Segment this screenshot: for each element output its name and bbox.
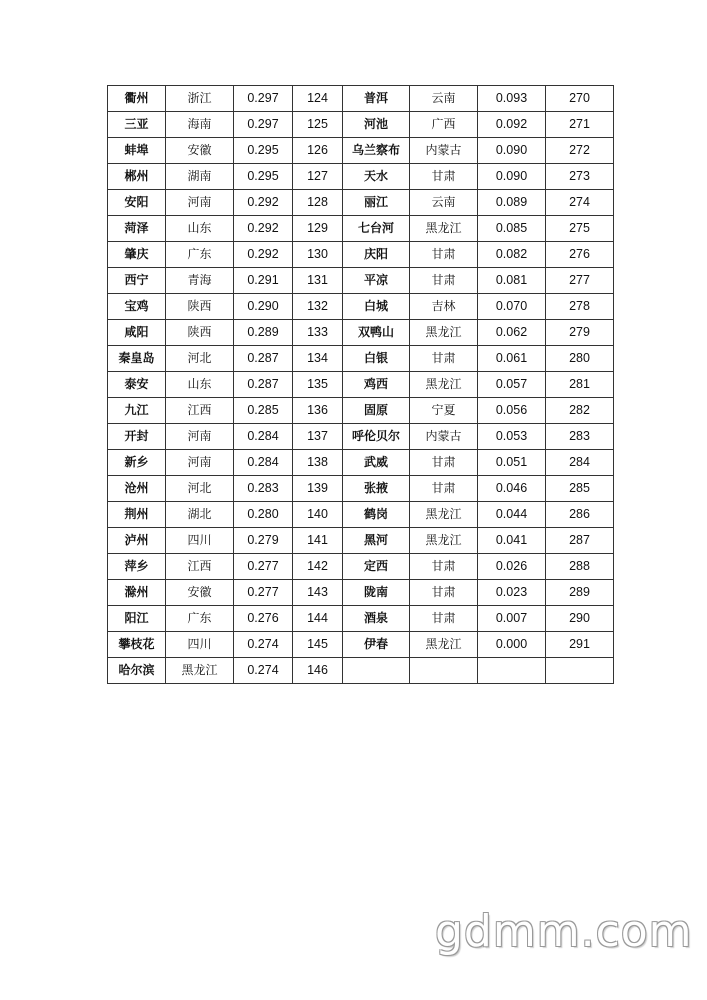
right-rank-cell: 273	[546, 164, 614, 190]
right-rank-cell: 290	[546, 606, 614, 632]
left-score-cell: 0.297	[234, 112, 293, 138]
table-row	[108, 502, 614, 528]
left-city-cell: 秦皇岛	[108, 346, 166, 372]
table-row	[108, 294, 614, 320]
right-province-cell: 黑龙江	[410, 372, 478, 398]
left-city-cell: 菏泽	[108, 216, 166, 242]
right-city-cell: 平凉	[343, 268, 410, 294]
right-city-cell: 天水	[343, 164, 410, 190]
left-province-cell: 河南	[166, 190, 234, 216]
table-row	[108, 450, 614, 476]
left-city-cell: 阳江	[108, 606, 166, 632]
left-province-cell: 江西	[166, 554, 234, 580]
right-city-cell	[343, 658, 410, 684]
left-score-cell: 0.295	[234, 138, 293, 164]
right-score-cell: 0.090	[478, 138, 546, 164]
right-score-cell: 0.089	[478, 190, 546, 216]
left-rank-cell: 135	[293, 372, 343, 398]
right-province-cell: 甘肃	[410, 606, 478, 632]
table-row	[108, 528, 614, 554]
right-rank-cell: 275	[546, 216, 614, 242]
left-rank-cell: 126	[293, 138, 343, 164]
right-province-cell: 黑龙江	[410, 502, 478, 528]
left-province-cell: 山东	[166, 372, 234, 398]
right-score-cell: 0.053	[478, 424, 546, 450]
left-province-cell: 四川	[166, 632, 234, 658]
right-score-cell: 0.070	[478, 294, 546, 320]
right-rank-cell: 274	[546, 190, 614, 216]
left-province-cell: 陕西	[166, 294, 234, 320]
right-score-cell: 0.092	[478, 112, 546, 138]
table-row	[108, 164, 614, 190]
right-city-cell: 白银	[343, 346, 410, 372]
table-row	[108, 476, 614, 502]
right-city-cell: 张掖	[343, 476, 410, 502]
left-score-cell: 0.292	[234, 216, 293, 242]
left-province-cell: 广东	[166, 606, 234, 632]
left-score-cell: 0.276	[234, 606, 293, 632]
right-rank-cell: 281	[546, 372, 614, 398]
right-city-cell: 丽江	[343, 190, 410, 216]
left-city-cell: 宝鸡	[108, 294, 166, 320]
table-row	[108, 372, 614, 398]
left-city-cell: 咸阳	[108, 320, 166, 346]
right-province-cell: 甘肃	[410, 580, 478, 606]
right-province-cell: 甘肃	[410, 554, 478, 580]
right-province-cell: 宁夏	[410, 398, 478, 424]
left-city-cell: 萍乡	[108, 554, 166, 580]
right-province-cell: 云南	[410, 190, 478, 216]
left-rank-cell: 129	[293, 216, 343, 242]
table-row	[108, 632, 614, 658]
left-province-cell: 湖南	[166, 164, 234, 190]
table-row	[108, 658, 614, 684]
right-rank-cell: 283	[546, 424, 614, 450]
right-province-cell: 甘肃	[410, 476, 478, 502]
left-city-cell: 荆州	[108, 502, 166, 528]
left-city-cell: 安阳	[108, 190, 166, 216]
right-city-cell: 伊春	[343, 632, 410, 658]
right-province-cell: 甘肃	[410, 268, 478, 294]
left-rank-cell: 138	[293, 450, 343, 476]
right-province-cell: 广西	[410, 112, 478, 138]
left-score-cell: 0.295	[234, 164, 293, 190]
site-watermark: gdmm.com	[435, 906, 693, 957]
right-city-cell: 陇南	[343, 580, 410, 606]
left-province-cell: 河南	[166, 450, 234, 476]
left-city-cell: 滁州	[108, 580, 166, 606]
left-score-cell: 0.274	[234, 632, 293, 658]
right-score-cell: 0.062	[478, 320, 546, 346]
right-rank-cell: 271	[546, 112, 614, 138]
table-row	[108, 268, 614, 294]
table-row	[108, 86, 614, 112]
left-rank-cell: 131	[293, 268, 343, 294]
left-score-cell: 0.285	[234, 398, 293, 424]
right-score-cell: 0.061	[478, 346, 546, 372]
right-rank-cell: 289	[546, 580, 614, 606]
right-rank-cell: 286	[546, 502, 614, 528]
right-city-cell: 黑河	[343, 528, 410, 554]
right-score-cell: 0.026	[478, 554, 546, 580]
right-rank-cell: 280	[546, 346, 614, 372]
right-city-cell: 乌兰察布	[343, 138, 410, 164]
right-score-cell: 0.082	[478, 242, 546, 268]
right-city-cell: 河池	[343, 112, 410, 138]
right-score-cell: 0.085	[478, 216, 546, 242]
right-city-cell: 武威	[343, 450, 410, 476]
left-rank-cell: 146	[293, 658, 343, 684]
right-city-cell: 定西	[343, 554, 410, 580]
right-score-cell: 0.093	[478, 86, 546, 112]
right-city-cell: 呼伦贝尔	[343, 424, 410, 450]
table-row	[108, 346, 614, 372]
left-city-cell: 三亚	[108, 112, 166, 138]
left-score-cell: 0.287	[234, 346, 293, 372]
right-city-cell: 庆阳	[343, 242, 410, 268]
left-province-cell: 安徽	[166, 580, 234, 606]
right-rank-cell: 288	[546, 554, 614, 580]
left-score-cell: 0.297	[234, 86, 293, 112]
right-province-cell: 黑龙江	[410, 632, 478, 658]
left-score-cell: 0.284	[234, 424, 293, 450]
left-city-cell: 泸州	[108, 528, 166, 554]
right-province-cell: 云南	[410, 86, 478, 112]
left-city-cell: 衢州	[108, 86, 166, 112]
table-row	[108, 424, 614, 450]
right-score-cell: 0.057	[478, 372, 546, 398]
table-row	[108, 554, 614, 580]
right-city-cell: 鸡西	[343, 372, 410, 398]
left-score-cell: 0.280	[234, 502, 293, 528]
right-score-cell: 0.090	[478, 164, 546, 190]
left-rank-cell: 130	[293, 242, 343, 268]
left-city-cell: 开封	[108, 424, 166, 450]
left-rank-cell: 132	[293, 294, 343, 320]
left-rank-cell: 139	[293, 476, 343, 502]
left-score-cell: 0.277	[234, 580, 293, 606]
left-city-cell: 新乡	[108, 450, 166, 476]
left-rank-cell: 124	[293, 86, 343, 112]
left-rank-cell: 127	[293, 164, 343, 190]
right-rank-cell: 277	[546, 268, 614, 294]
table-row	[108, 398, 614, 424]
table-row	[108, 190, 614, 216]
left-rank-cell: 140	[293, 502, 343, 528]
right-score-cell: 0.044	[478, 502, 546, 528]
right-city-cell: 双鸭山	[343, 320, 410, 346]
left-score-cell: 0.290	[234, 294, 293, 320]
right-rank-cell: 276	[546, 242, 614, 268]
table-body	[108, 86, 614, 684]
right-province-cell: 黑龙江	[410, 320, 478, 346]
left-city-cell: 肇庆	[108, 242, 166, 268]
left-rank-cell: 128	[293, 190, 343, 216]
left-score-cell: 0.279	[234, 528, 293, 554]
right-score-cell: 0.056	[478, 398, 546, 424]
left-score-cell: 0.287	[234, 372, 293, 398]
left-score-cell: 0.277	[234, 554, 293, 580]
right-city-cell: 鹤岗	[343, 502, 410, 528]
left-city-cell: 西宁	[108, 268, 166, 294]
left-score-cell: 0.291	[234, 268, 293, 294]
left-province-cell: 河北	[166, 346, 234, 372]
right-score-cell: 0.051	[478, 450, 546, 476]
left-rank-cell: 133	[293, 320, 343, 346]
left-city-cell: 蚌埠	[108, 138, 166, 164]
right-rank-cell: 287	[546, 528, 614, 554]
right-province-cell: 甘肃	[410, 346, 478, 372]
table-row	[108, 216, 614, 242]
right-rank-cell: 285	[546, 476, 614, 502]
left-rank-cell: 142	[293, 554, 343, 580]
left-province-cell: 海南	[166, 112, 234, 138]
right-province-cell: 黑龙江	[410, 528, 478, 554]
table-row	[108, 112, 614, 138]
left-city-cell: 九江	[108, 398, 166, 424]
left-province-cell: 四川	[166, 528, 234, 554]
city-ranking-table	[107, 85, 614, 684]
left-rank-cell: 137	[293, 424, 343, 450]
left-score-cell: 0.274	[234, 658, 293, 684]
right-province-cell: 黑龙江	[410, 216, 478, 242]
left-rank-cell: 134	[293, 346, 343, 372]
left-province-cell: 广东	[166, 242, 234, 268]
right-city-cell: 普洱	[343, 86, 410, 112]
left-score-cell: 0.289	[234, 320, 293, 346]
table-row	[108, 606, 614, 632]
right-score-cell: 0.007	[478, 606, 546, 632]
right-city-cell: 七台河	[343, 216, 410, 242]
right-city-cell: 固原	[343, 398, 410, 424]
left-city-cell: 哈尔滨	[108, 658, 166, 684]
right-rank-cell: 284	[546, 450, 614, 476]
right-rank-cell: 270	[546, 86, 614, 112]
left-province-cell: 河南	[166, 424, 234, 450]
left-city-cell: 郴州	[108, 164, 166, 190]
right-rank-cell: 291	[546, 632, 614, 658]
table-row	[108, 242, 614, 268]
right-rank-cell: 272	[546, 138, 614, 164]
left-province-cell: 河北	[166, 476, 234, 502]
left-score-cell: 0.283	[234, 476, 293, 502]
right-province-cell: 内蒙古	[410, 138, 478, 164]
left-province-cell: 黑龙江	[166, 658, 234, 684]
left-province-cell: 江西	[166, 398, 234, 424]
right-province-cell: 内蒙古	[410, 424, 478, 450]
right-province-cell: 吉林	[410, 294, 478, 320]
right-score-cell: 0.081	[478, 268, 546, 294]
left-city-cell: 沧州	[108, 476, 166, 502]
left-score-cell: 0.284	[234, 450, 293, 476]
right-score-cell: 0.000	[478, 632, 546, 658]
right-city-cell: 酒泉	[343, 606, 410, 632]
left-rank-cell: 144	[293, 606, 343, 632]
table-row	[108, 580, 614, 606]
left-province-cell: 陕西	[166, 320, 234, 346]
left-score-cell: 0.292	[234, 242, 293, 268]
left-province-cell: 安徽	[166, 138, 234, 164]
right-rank-cell: 282	[546, 398, 614, 424]
left-rank-cell: 125	[293, 112, 343, 138]
right-rank-cell: 278	[546, 294, 614, 320]
left-rank-cell: 145	[293, 632, 343, 658]
left-province-cell: 山东	[166, 216, 234, 242]
right-province-cell: 甘肃	[410, 242, 478, 268]
right-rank-cell	[546, 658, 614, 684]
table-row	[108, 320, 614, 346]
right-city-cell: 白城	[343, 294, 410, 320]
left-province-cell: 浙江	[166, 86, 234, 112]
right-province-cell	[410, 658, 478, 684]
left-rank-cell: 136	[293, 398, 343, 424]
left-city-cell: 泰安	[108, 372, 166, 398]
table-row	[108, 138, 614, 164]
right-rank-cell: 279	[546, 320, 614, 346]
left-rank-cell: 143	[293, 580, 343, 606]
right-score-cell: 0.041	[478, 528, 546, 554]
left-rank-cell: 141	[293, 528, 343, 554]
right-province-cell: 甘肃	[410, 164, 478, 190]
right-score-cell: 0.023	[478, 580, 546, 606]
left-province-cell: 青海	[166, 268, 234, 294]
left-city-cell: 攀枝花	[108, 632, 166, 658]
right-score-cell: 0.046	[478, 476, 546, 502]
right-province-cell: 甘肃	[410, 450, 478, 476]
left-province-cell: 湖北	[166, 502, 234, 528]
right-score-cell	[478, 658, 546, 684]
left-score-cell: 0.292	[234, 190, 293, 216]
